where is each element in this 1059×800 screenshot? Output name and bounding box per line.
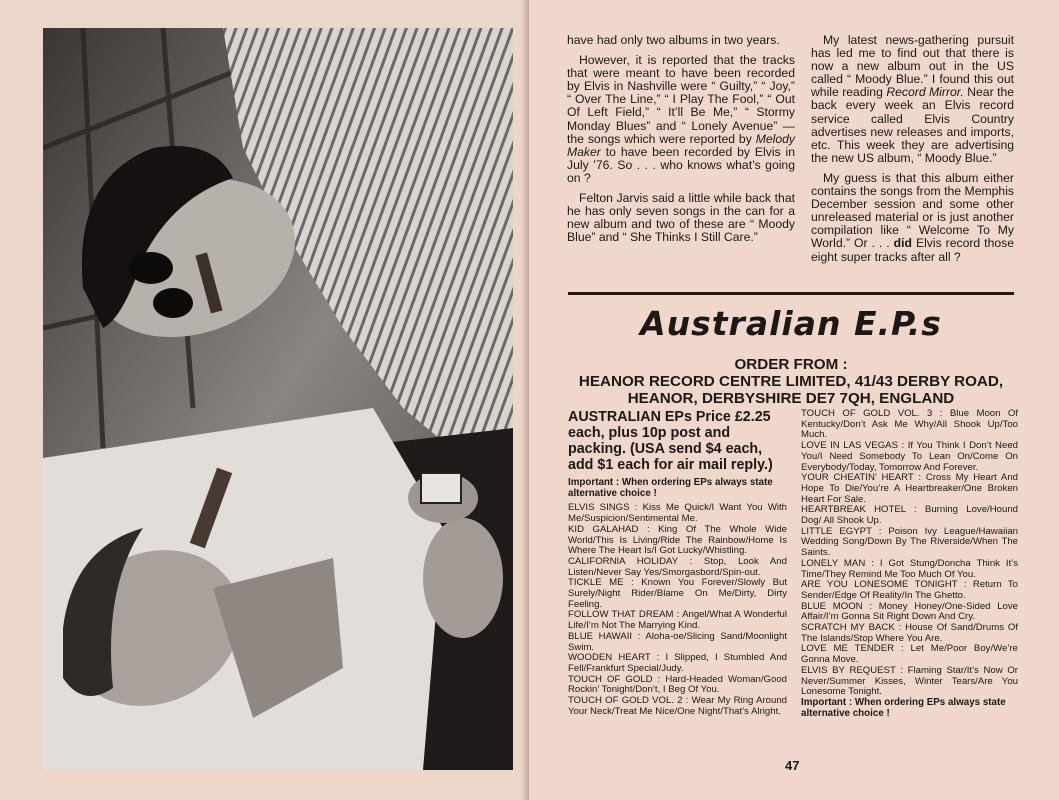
ep-tracks: : Money Honey/One-Sided Love Affair/I’m Gonna Sit Right Down And Cry. xyxy=(801,600,1018,623)
ep-tracks: : King Of The Whole Wide World/This Is Living/Ride The Rainbow/Home Is Where The Heart Is/I Got Lucky/Whistling. xyxy=(568,523,788,557)
important-note: Important : When ordering EPs always state alternative choice ! xyxy=(801,696,1006,719)
ep-list xyxy=(801,409,1018,698)
ep-title: TOUCH OF GOLD VOL. 2 xyxy=(568,695,683,707)
ep-entry xyxy=(801,505,1018,526)
order-line: HEANOR RECORD CENTRE LIMITED, 41/43 DERBY ROAD, xyxy=(578,373,1004,390)
ep-entry xyxy=(568,675,787,696)
ep-tracks: : Burning Love/Hound Dog/ All Shook Up. xyxy=(801,504,1018,527)
photo-two-men-with-cigars xyxy=(43,28,513,770)
ep-tracks: : I Got Stung/Doncha Think It’s Time/They Remind Me Too Much Of You. xyxy=(801,557,1018,580)
ep-entry xyxy=(801,666,1018,698)
article-paragraph: However, it is reported that the tracks that were meant to have been recorded by Elvis in Nashville were “ Guilty,” “ Joy,” “ Over The Line,” “ I Play The Fool,” “ Out Of Left Field,” “ It’ll Be Me,” “ Stormy Monday Blues” and “ Lonely Avenue” — the songs which were reported by Melody Maker to have been recorded by Elvis in July ’76. So . . . who knows what’s going on ? xyxy=(567,53,795,185)
ep-entry xyxy=(568,632,787,653)
ep-tracks: : Poison Ivy League/Hawaiian Wedding Song/Down By The Riverside/When The Saints. xyxy=(801,525,1019,559)
ep-entry xyxy=(568,653,787,674)
ep-list-right xyxy=(801,409,1018,723)
ep-title: TOUCH OF GOLD VOL. 3 xyxy=(801,408,933,419)
ep-entry xyxy=(801,644,1018,665)
ep-title: LITTLE EGYPT xyxy=(801,525,872,537)
ep-entry xyxy=(801,602,1018,623)
section-divider xyxy=(568,292,1014,295)
publication-name: Melody Maker xyxy=(567,131,795,159)
ep-title: LOVE ME TENDER xyxy=(801,643,895,655)
ep-entry xyxy=(801,409,1018,441)
ep-title: CALIFORNIA HOLIDAY xyxy=(568,555,678,567)
ep-entry xyxy=(801,580,1018,601)
ep-title: ARE YOU LONESOME TONIGHT xyxy=(801,579,958,591)
ep-title: LOVE IN LAS VEGAS xyxy=(801,440,898,452)
article-paragraph: My latest news-gathering pursuit has led me to find out that there is now a new album out in the US called “ Moody Blue.” I found this out while reading Record Mirror. Near the back every week an Elvis record service called Elvis Country advertises new releases and imports, etc. This week they are advertising the new US album, “ Moody Blue.” xyxy=(811,33,1015,165)
ep-tracks: : Return To Sender/Edge Of Reality/In The Ghetto. xyxy=(801,579,1018,601)
ep-title: BLUE MOON xyxy=(801,600,863,612)
ep-tracks: : House Of Sand/Drums Of The Islands/Stop Where You Are. xyxy=(801,622,1018,644)
ep-entry xyxy=(801,623,1018,644)
ep-title: WOODEN HEART xyxy=(568,652,651,664)
order-line: HEANOR, DERBYSHIRE DE7 7QH, ENGLAND xyxy=(627,390,955,407)
ep-tracks: : Kiss Me Quick/I Want You With Me/Suspicion/Sentimental Me. xyxy=(568,502,788,525)
ep-title: BLUE HAWAII xyxy=(568,630,633,642)
important-note: Important : When ordering EPs always state alternative choice ! xyxy=(568,477,773,499)
ep-tracks: : If You Think I Don’t Need You/I Need Somebody To Lean On/Come On Everybody/Today, Tomorrow And Forever. xyxy=(801,440,1018,473)
ep-entry xyxy=(801,559,1018,580)
ep-entry xyxy=(568,696,787,717)
article-paragraph: Felton Jarvis said a little while back that he has only seven songs in the can for a new album and two of these are “ Moody Blue” and “ She Thinks I Still Care.” xyxy=(567,191,795,245)
ep-title: TICKLE ME xyxy=(568,577,624,589)
article-paragraph: have had only two albums in two years. xyxy=(567,33,780,47)
ep-title: LONELY MAN xyxy=(801,557,866,569)
ep-title: HEARTBREAK HOTEL xyxy=(801,504,906,516)
ep-tracks: : Aloha-oe/Slicing Sand/Moonlight Swim. xyxy=(568,630,787,653)
ep-tracks: : Blue Moon Of Kentucky/Don’t Ask Me Why/All Shook Up/Too Much. xyxy=(801,408,1018,441)
ep-tracks: : Stop, Look And Listen/Never Say Yes/Smorgasbord/Spin-out. xyxy=(568,555,787,578)
ep-entry xyxy=(568,578,787,610)
ep-title: TOUCH OF GOLD xyxy=(568,673,653,685)
publication-name: Record Mirror. xyxy=(886,85,964,100)
ep-entry xyxy=(568,503,787,524)
price-info: AUSTRALIAN EPs Price £2.25 each, plus 10p post and packing. (USA send $4 each, add $1 each for air mail reply.) xyxy=(568,409,773,473)
ep-entry xyxy=(568,610,787,631)
article-column-1 xyxy=(567,34,795,251)
article-column-2 xyxy=(811,34,1014,271)
ep-tracks: : Known You Forever/Slowly But Surely/Night Rider/Blame On Me/Dirty, Dirty Feeling. xyxy=(568,577,787,610)
ep-list-left xyxy=(568,409,787,717)
ep-title: YOUR CHEATIN’ HEART xyxy=(801,472,914,484)
page-number: 47 xyxy=(785,758,800,773)
ep-list xyxy=(568,503,787,717)
ep-title: ELVIS SINGS xyxy=(568,502,630,514)
ep-tracks: : Hard-Headed Woman/Good Rockin’ Tonight/Don’t, I Beg Of You. xyxy=(568,673,788,696)
ep-entry xyxy=(801,527,1018,559)
ep-entry xyxy=(568,557,787,578)
ep-title: ELVIS BY REQUEST xyxy=(801,664,896,676)
ep-entry xyxy=(801,441,1018,473)
ep-entry xyxy=(568,525,787,557)
order-line: ORDER FROM : xyxy=(734,356,848,373)
ep-tracks: : Let Me/Poor Boy/We’re Gonna Move. xyxy=(801,643,1018,666)
order-address xyxy=(568,356,1014,407)
ad-title: Australian E.P.s xyxy=(640,304,942,343)
ep-entry xyxy=(801,473,1018,505)
ep-title: FOLLOW THAT DREAM xyxy=(568,609,674,621)
ep-title: KID GALAHAD xyxy=(568,523,639,535)
ep-tracks: : I Slipped, I Stumbled And Fell/Frankfurt Special/Judy. xyxy=(568,652,787,674)
ep-tracks: : Flaming Star/It’s Now Or Never/Summer Kisses, Winter Tears/Are You Lonesome Tonight. xyxy=(801,664,1018,698)
ep-tracks: : Angel/What A Wonderful Life/I’m Not The Marrying Kind. xyxy=(568,609,787,632)
ep-tracks: : Wear My Ring Around Your Neck/Treat Me Nice/One Night/That’s Alright. xyxy=(568,695,787,717)
ep-tracks: : Cross My Heart And Hope To Die/You’re A Heartbreaker/One Broken Heart For Sale. xyxy=(801,472,1018,505)
left-page xyxy=(0,0,529,800)
article-paragraph: My guess is that this album either contains the songs from the Memphis December session and some other unreleased material or is just another compilation like “ Welcome To My World.” Or . . . did Elvis record those eight super tracks after all ? xyxy=(811,170,1014,264)
ep-title: SCRATCH MY BACK xyxy=(801,622,895,634)
